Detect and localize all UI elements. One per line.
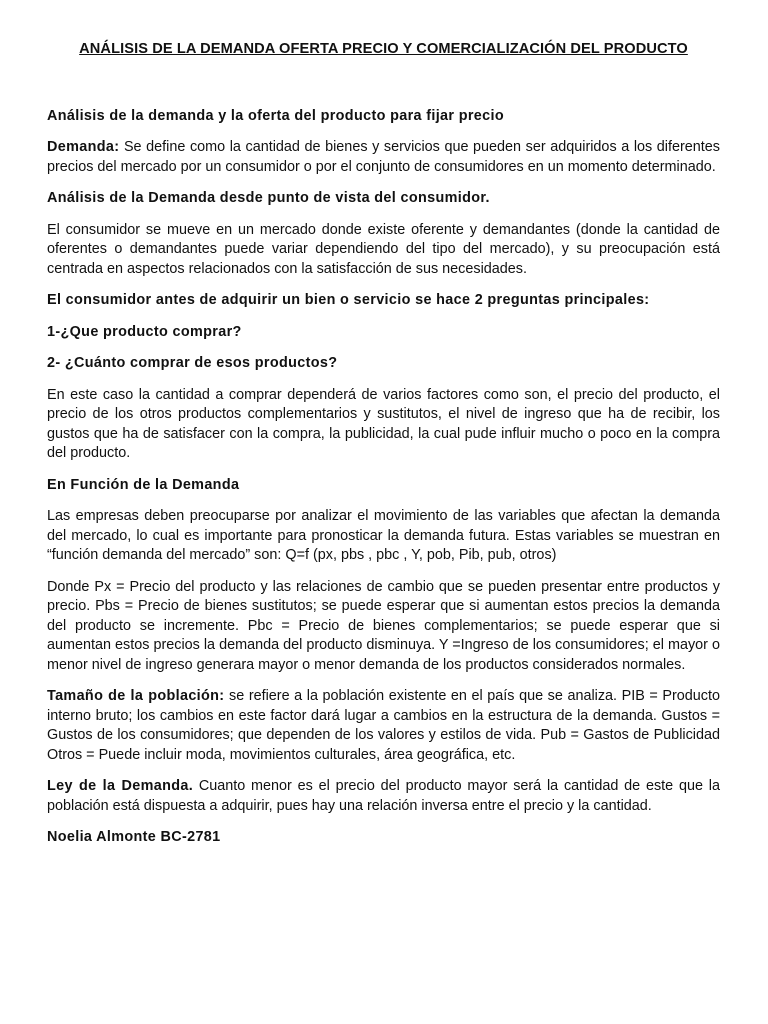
population-text: se refiere a la población existente en el país que se analiza. PIB = Producto interno bruto; los cambios en este factor dará lugar a cambios en la estructura de la demanda. Gustos = Gustos de los consumidores; que dependen de los valores y estilos de vida. Pub = Gastos de Publicidad Otros = Puede incluir moda, movimientos culturales, área geográfica, etc. xyxy=(47,688,720,763)
question-2: 2- ¿Cuánto comprar de esos productos? xyxy=(47,355,338,371)
document-page xyxy=(47,40,720,848)
law-of-demand-paragraph xyxy=(47,777,720,816)
questions-intro: El consumidor antes de adquirir un bien o servicio se hace 2 preguntas principales: xyxy=(47,292,650,308)
law-of-demand-text: Cuanto menor es el precio del producto mayor será la cantidad de este que la población está dispuesta a adquirir, pues hay una relación inversa entre el precio y la cantidad. xyxy=(47,778,720,814)
author-signature: Noelia Almonte BC-2781 xyxy=(47,829,221,845)
question-1: 1-¿Que producto comprar? xyxy=(47,323,242,340)
demand-function-paragraph: Las empresas deben preocuparse por analizar el movimiento de las variables que afectan la demanda del mercado, lo cual es importante para pronosticar la demanda futura. Estas variables se muestran en “función demanda del mercado” son: Q=f (px, pbs , pbc , Y, pob, Pib, pub, otros) xyxy=(47,508,720,563)
section-heading-demand-supply: Análisis de la demanda y la oferta del producto para fijar precio xyxy=(47,107,504,124)
demand-definition-paragraph xyxy=(47,138,720,177)
population-paragraph xyxy=(47,687,720,765)
demand-term: Demanda: xyxy=(47,139,120,155)
variables-paragraph: Donde Px = Precio del producto y las relaciones de cambio que se pueden presentar entre productos y precio. Pbs = Precio de bienes sustitutos; se puede esperar que si aumentan estos precios la demanda del producto se incremente. Pbc = Precio de bienes complementarios; se puede esperar que si aumentan estos precios la demanda del producto disminuya. Y =Ingreso de los consumidores; el mayor o menor nivel de ingreso generara mayor o menor demanda de los productos considerados normales. xyxy=(47,578,720,673)
population-term: Tamaño de la población: xyxy=(47,688,225,704)
demand-definition-text: Se define como la cantidad de bienes y servicios que pueden ser adquiridos a los diferentes precios del mercado por un consumidor o por el conjunto de consumidores en un momento determinado. xyxy=(47,139,720,175)
factors-paragraph: En este caso la cantidad a comprar dependerá de varios factores como son, el precio del producto, el precio de los otros productos complementarios y sustitutos, el nivel de ingreso que ha de recibir, los gustos que ha de satisfacer con la compra, la publicidad, la cual pude influir mucho o poco en la compra del producto. xyxy=(47,386,720,461)
document-title: ANÁLISIS DE LA DEMANDA OFERTA PRECIO Y COMERCIALIZACIÓN DEL PRODUCTO xyxy=(79,41,688,57)
section-heading-demand-function: En Función de la Demanda xyxy=(47,476,240,493)
section-heading-consumer-view: Análisis de la Demanda desde punto de vista del consumidor. xyxy=(47,190,490,206)
consumer-paragraph: El consumidor se mueve en un mercado donde existe oferente y demandantes (donde la cantidad de oferentes o demandantes puede variar dependiendo del tipo del mercado), y su preocupación está centrada en aspectos relacionados con la satisfacción de sus necesidades. xyxy=(47,221,720,277)
law-of-demand-term: Ley de la Demanda. xyxy=(47,778,194,794)
